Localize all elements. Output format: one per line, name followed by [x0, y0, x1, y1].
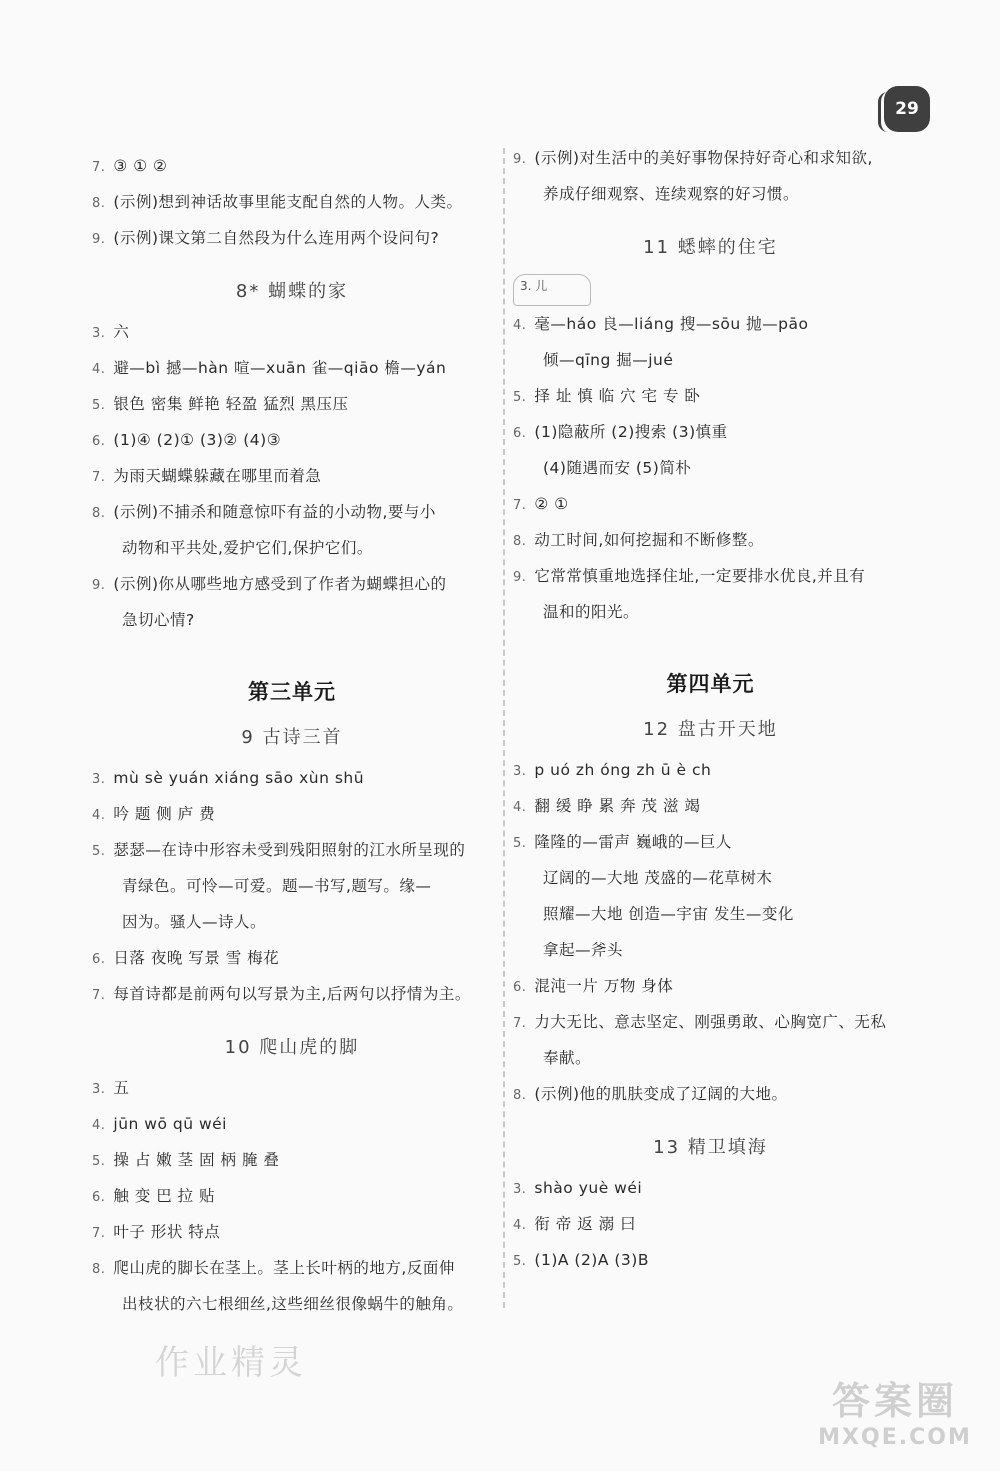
answer-line [92, 530, 492, 566]
answer-text: 瑟瑟—在诗中形容未受到残阳照射的江水所呈现的 [113, 841, 466, 859]
answer-line [92, 760, 492, 796]
answer-line [92, 602, 492, 638]
question-number: 7. [92, 160, 106, 175]
answer-text: 择 址 慎 临 穴 宅 专 卧 [534, 387, 701, 405]
column-divider [503, 148, 505, 1308]
answer-text: (示例)你从哪些地方感受到了作者为蝴蝶担心的 [113, 575, 447, 593]
question-number: 8. [513, 534, 527, 549]
answer-text: 养成仔细观察、连续观察的好习惯。 [543, 185, 800, 203]
lines-a [92, 148, 492, 256]
question-number: 9. [92, 232, 106, 247]
answer-text: p uó zh óng zh ū è ch [534, 761, 712, 779]
question-number: 3. [92, 772, 106, 787]
answer-line [513, 752, 908, 788]
unit-4-title: 第四单元 [666, 672, 755, 696]
question-number: 6. [92, 434, 106, 449]
question-number: 6. [513, 426, 527, 441]
answer-text: 青绿色。可怜—可爱。题—书写,题写。缘— [122, 877, 432, 895]
answer-line [92, 1106, 492, 1142]
answer-text: 衔 帝 返 溺 曰 [534, 1215, 637, 1233]
answer-text: (1)A (2)A (3)B [534, 1251, 649, 1269]
answer-text: 为雨天蝴蝶躲藏在哪里而着急 [113, 467, 322, 485]
answer-text: 触 变 巴 拉 贴 [113, 1187, 216, 1205]
question-number: 5. [513, 1254, 527, 1269]
answer-text: 银色 密集 鲜艳 轻盈 猛烈 黑压压 [113, 395, 349, 413]
unit-3-title: 第三单元 [248, 680, 336, 704]
question-number: 5. [92, 844, 106, 859]
answer-text: 它常常慎重地选择住址,一定要排水优良,并且有 [534, 567, 866, 585]
question-number: 7. [513, 1016, 527, 1031]
answer-line [92, 494, 492, 530]
lesson-9-title: 9 古诗三首 [241, 727, 343, 748]
answer-text: 奉献。 [543, 1049, 592, 1067]
answer-line [513, 1040, 908, 1076]
answer-line [92, 386, 492, 422]
question-number: 5. [92, 1154, 106, 1169]
question-number: 3. [92, 326, 106, 341]
answer-line [92, 220, 492, 256]
answer-line [513, 450, 908, 486]
answer-line [513, 378, 908, 414]
answer-line [513, 176, 908, 212]
answer-line [513, 1242, 908, 1278]
answer-line [513, 896, 908, 932]
answer-line [92, 458, 492, 494]
answer-text: 叶子 形状 特点 [113, 1223, 221, 1241]
right-column [513, 140, 908, 1278]
answer-text: shào yuè wéi [534, 1179, 643, 1197]
answer-line [92, 1070, 492, 1106]
lesson-8-answers [92, 314, 492, 638]
question-number: 9. [513, 570, 527, 585]
sticky-note-answer: 3. 儿 [513, 274, 591, 306]
answer-line [513, 306, 908, 342]
lesson-10-answers [92, 1070, 492, 1322]
answer-text: (示例)想到神话故事里能支配自然的人物。人类。 [113, 193, 463, 211]
question-number: 4. [513, 1218, 527, 1233]
answer-text: ② ① [534, 495, 569, 513]
lesson-11-title: 11 蟋蟀的住宅 [643, 237, 778, 258]
answer-line [92, 1214, 492, 1250]
question-number: 9. [92, 578, 106, 593]
answer-text: 翻 缓 睁 累 奔 茂 滋 竭 [534, 797, 701, 815]
question-number: 5. [513, 836, 527, 851]
answer-text: 拿起—斧头 [543, 941, 624, 959]
answer-text: 避—bì 撼—hàn 喧—xuān 雀—qiāo 檐—yán [113, 359, 447, 377]
answer-text: ③ ① ② [113, 157, 168, 175]
answer-text: 毫—háo 良—liáng 搜—sōu 抛—pāo [534, 315, 809, 333]
answer-line [92, 566, 492, 602]
answer-line [92, 1286, 492, 1322]
answer-text: 照耀—大地 创造—宇宙 发生—变化 [543, 905, 794, 923]
answer-text: 动工时间,如何挖掘和不断修整。 [534, 531, 764, 549]
answer-text: 急切心情? [122, 611, 195, 629]
answer-line [513, 788, 908, 824]
answer-line [513, 140, 908, 176]
answer-text: 每首诗都是前两句以写景为主,后两句以抒情为主。 [113, 985, 471, 1003]
answer-text: 混沌一片 万物 身体 [534, 977, 674, 995]
answer-text: 辽阔的—大地 茂盛的—花草树木 [543, 869, 773, 887]
answer-text: (1)④ (2)① (3)② (4)③ [113, 431, 282, 449]
question-number: 6. [92, 952, 106, 967]
answer-line [513, 522, 908, 558]
answer-text: jūn wō qū wéi [113, 1115, 227, 1133]
answer-text: 出枝状的六七根细丝,这些细丝很像蜗牛的触角。 [122, 1295, 464, 1313]
question-number: 4. [92, 362, 106, 377]
question-number: 4. [513, 800, 527, 815]
answer-line [92, 868, 492, 904]
question-number: 8. [92, 1262, 106, 1277]
answer-line [513, 1004, 908, 1040]
answer-text: (1)隐蔽所 (2)搜索 (3)慎重 [534, 423, 728, 441]
answer-line [92, 1178, 492, 1214]
answer-text: 因为。骚人—诗人。 [122, 913, 267, 931]
question-number: 5. [92, 398, 106, 413]
answer-text: 操 占 嫩 茎 固 柄 腌 叠 [113, 1151, 280, 1169]
question-number: 7. [513, 498, 527, 513]
lesson-8-title: 8* 蝴蝶的家 [235, 281, 349, 302]
answer-line [513, 342, 908, 378]
answer-line [513, 860, 908, 896]
watermark-logo-text: 答案圈 [831, 1379, 958, 1423]
question-number: 7. [92, 988, 106, 1003]
question-number: 8. [92, 196, 106, 211]
answer-line [92, 148, 492, 184]
question-number: 5. [513, 390, 527, 405]
answer-text: 日落 夜晚 写景 雪 梅花 [113, 949, 280, 967]
answer-line [513, 594, 908, 630]
answer-text: 五 [113, 1079, 130, 1097]
answer-text: (示例)课文第二自然段为什么连用两个设问句? [113, 229, 440, 247]
answer-line [92, 350, 492, 386]
answer-line [513, 414, 908, 450]
lesson-12-title: 12 盘古开天地 [643, 719, 778, 740]
answer-text: (示例)他的肌肤变成了辽阔的大地。 [534, 1085, 788, 1103]
left-column [92, 148, 492, 1322]
answer-text: 动物和平共处,爱护它们,保护它们。 [122, 539, 373, 557]
answer-text: 爬山虎的脚长在茎上。茎上长叶柄的地方,反面伸 [113, 1259, 455, 1277]
answer-text: (示例)对生活中的美好事物保持好奇心和求知欲, [534, 149, 873, 167]
answer-text: (4)随遇而安 (5)简朴 [543, 459, 692, 477]
answer-text: mù sè yuán xiáng sāo xùn shū [113, 769, 365, 787]
lesson-13-answers [513, 1170, 908, 1278]
question-number: 4. [513, 318, 527, 333]
question-number: 3. [513, 764, 527, 779]
answer-text: 温和的阳光。 [543, 603, 640, 621]
answer-text: 吟 题 侧 庐 费 [113, 805, 216, 823]
answer-line [513, 968, 908, 1004]
answer-text: 六 [113, 323, 130, 341]
answer-line [92, 184, 492, 220]
lesson-11-answers [513, 306, 908, 630]
page-number-badge: 29 [884, 86, 930, 132]
answer-line [513, 1076, 908, 1112]
answer-line [92, 1142, 492, 1178]
answer-line [92, 940, 492, 976]
answer-text: 隆隆的—雷声 巍峨的—巨人 [534, 833, 732, 851]
answer-line [513, 932, 908, 968]
lesson-9-answers [92, 760, 492, 1012]
question-number: 7. [92, 470, 106, 485]
question-number: 6. [513, 980, 527, 995]
lesson-10-title: 10 爬山虎的脚 [224, 1037, 360, 1058]
answer-line [92, 976, 492, 1012]
answer-line [92, 314, 492, 350]
answer-line [92, 1250, 492, 1286]
lesson-13-title: 13 精卫填海 [653, 1137, 768, 1158]
question-number: 8. [92, 506, 106, 521]
answer-text: 力大无比、意志坚定、刚强勇敢、心胸宽广、无私 [534, 1013, 887, 1031]
question-number: 9. [513, 152, 527, 167]
answer-line [513, 1170, 908, 1206]
watermark [800, 1370, 990, 1465]
answer-text: (示例)不捕杀和随意惊吓有益的小动物,要与小 [113, 503, 436, 521]
answer-line [513, 824, 908, 860]
answer-line [92, 422, 492, 458]
question-number: 3. [513, 1182, 527, 1197]
question-number: 3. [92, 1082, 106, 1097]
question-number: 7. [92, 1226, 106, 1241]
question-number: 6. [92, 1190, 106, 1205]
answer-line [92, 832, 492, 868]
question-number: 4. [92, 808, 106, 823]
stamp-text: 作业精灵 [155, 1343, 307, 1383]
answer-line [513, 558, 908, 594]
answer-text: 倾—qīng 掘—jué [543, 351, 674, 369]
question-number: 8. [513, 1088, 527, 1103]
answer-line [92, 796, 492, 832]
question-number: 4. [92, 1118, 106, 1133]
watermark-url: MXQE.COM [818, 1425, 972, 1450]
answer-line [92, 904, 492, 940]
lines-a-right [513, 140, 908, 212]
lesson-12-answers [513, 752, 908, 1112]
answer-line [513, 1206, 908, 1242]
answer-line [513, 486, 908, 522]
